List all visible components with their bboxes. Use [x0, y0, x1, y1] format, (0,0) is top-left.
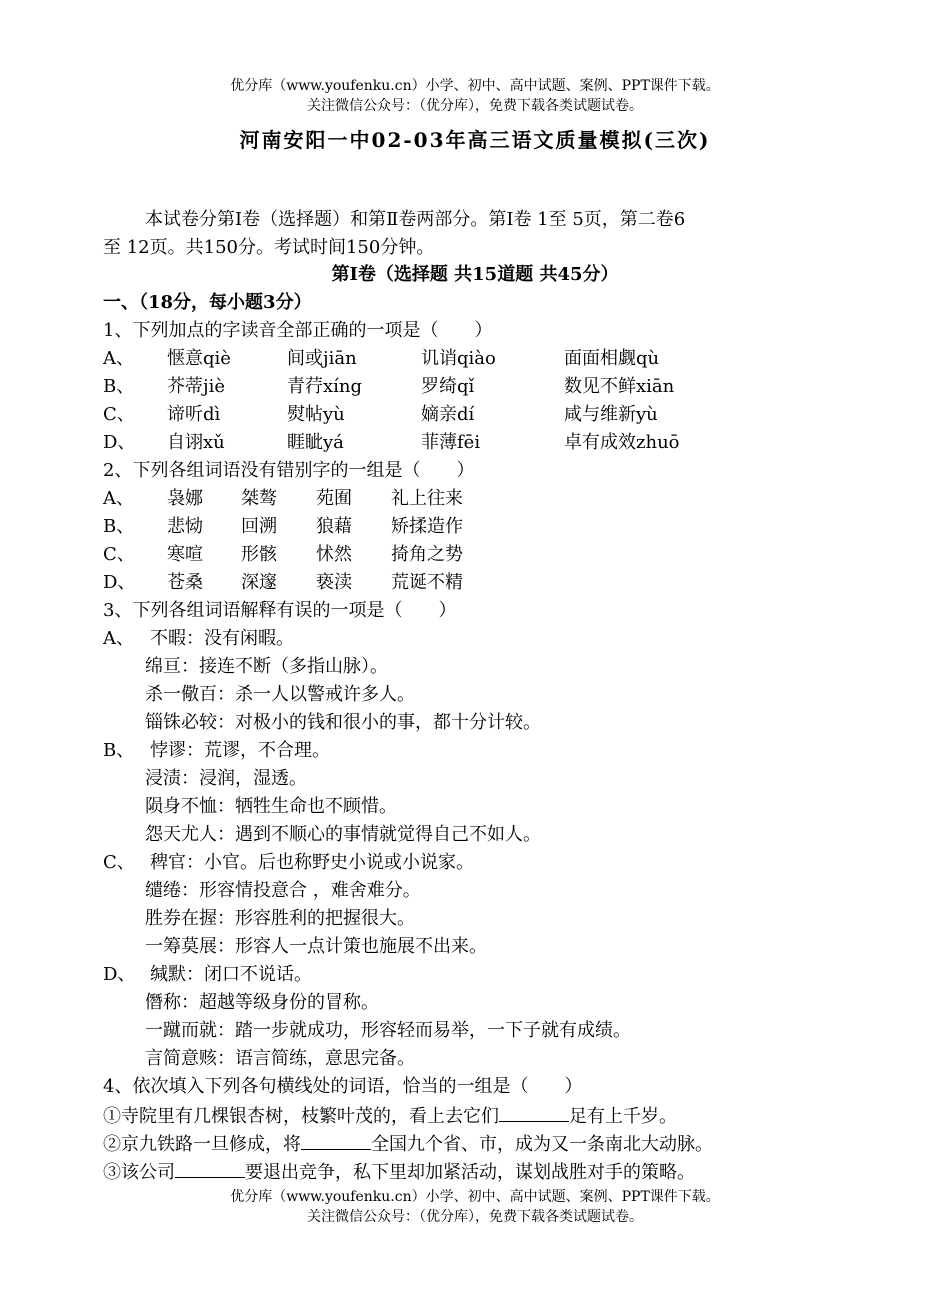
option-word: 深邃	[241, 572, 277, 593]
option-word: 狼藉	[316, 516, 352, 537]
q4-sentence-3	[103, 1159, 695, 1185]
option-label: A、	[103, 628, 134, 649]
option-word: 数见不鲜xiān	[564, 376, 675, 397]
option-word: 悲恸	[167, 516, 203, 537]
option-word: 亵渎	[316, 572, 352, 593]
sentence-text: ②京九铁路一旦修成，将	[103, 1134, 301, 1155]
option-word: 形骸	[241, 544, 277, 565]
definition-line: 不暇：没有闲暇。	[150, 628, 294, 649]
option-word: 间或jiān	[287, 348, 357, 369]
option-word: 袅娜	[167, 488, 203, 509]
definition-line: 一筹莫展：形容人一点计策也施展不出来。	[145, 936, 487, 957]
definition-line: 绵亘：接连不断（多指山脉）。	[145, 656, 388, 677]
part1-heading: 一、（18分，每小题3分）	[103, 292, 312, 313]
sentence-text: 全国九个省、市，成为又一条南北大动脉。	[371, 1134, 713, 1155]
definition-line: 浸渍：浸润，湿透。	[145, 768, 307, 789]
header-wechat-line: 关注微信公众号：（优分库），免费下载各类试题试卷。	[307, 98, 643, 114]
option-word: 桀骜	[241, 488, 277, 509]
intro-line-2: 至 12页。共150分。考试时间150分钟。	[103, 237, 435, 258]
fill-blank	[175, 1159, 245, 1178]
q4-sentence-1	[103, 1103, 677, 1129]
option-word: 荒诞不精	[391, 572, 463, 593]
option-word: 芥蒂jiè	[167, 376, 225, 397]
option-word: 睚眦yá	[287, 432, 344, 453]
option-word: 苑囿	[316, 488, 352, 509]
option-word: 青荇xíng	[287, 376, 363, 397]
option-label: C、	[103, 852, 135, 873]
definition-line: 杀一儆百：杀一人以警戒许多人。	[145, 684, 415, 705]
definition-line: 陨身不恤：牺牲生命也不顾惜。	[145, 796, 397, 817]
header-promo-line: 优分库（www.youfenku.cn）小学、初中、高中试题、案例、PPT课件下载。	[230, 78, 720, 94]
option-word: 咸与维新yù	[564, 404, 658, 425]
option-word: 罗绮qǐ	[421, 376, 475, 397]
page-title: 河南安阳一中02-03年高三语文质量模拟(三次)	[239, 128, 711, 152]
intro-line-1: 本试卷分第Ⅰ卷（选择题）和第Ⅱ卷两部分。第Ⅰ卷 1至 5页，第二卷6	[145, 209, 686, 230]
definition-line: 稗官：小官。后也称野史小说或小说家。	[150, 852, 474, 873]
option-word: 惬意qiè	[167, 348, 231, 369]
definition-line: 锱铢必较：对极小的钱和很小的事，都十分计较。	[145, 712, 541, 733]
option-label: D、	[103, 964, 136, 985]
definition-line: 缱绻：形容情投意合 ，难舍难分。	[145, 880, 421, 901]
option-word: 回溯	[241, 516, 277, 537]
definition-line: 怨天尤人：遇到不顺心的事情就觉得自己不如人。	[145, 824, 541, 845]
section-title	[0, 263, 950, 287]
option-word: 熨帖yù	[287, 404, 345, 425]
q1-stem: 1、下列加点的字读音全部正确的一项是（ ）	[103, 320, 493, 341]
option-word: 礼上往来	[391, 488, 463, 509]
option-word: 卓有成效zhuō	[564, 432, 680, 453]
option-word: 谛听dì	[167, 404, 221, 425]
definition-line: 言简意赅：语言简练，意思完备。	[145, 1048, 415, 1069]
option-word: 讥诮qiào	[421, 348, 496, 369]
sentence-text: 足有上千岁。	[569, 1106, 677, 1127]
option-word: 自诩xǔ	[167, 432, 225, 453]
option-word: 面面相觑qù	[564, 348, 660, 369]
footer-promo-line: 优分库（www.youfenku.cn）小学、初中、高中试题、案例、PPT课件下载。	[230, 1189, 720, 1205]
option-label: C、	[103, 544, 135, 565]
option-word: 寒喧	[167, 544, 203, 565]
sentence-text: ①寺院里有几棵银杏树，枝繁叶茂的，看上去它们	[103, 1106, 499, 1127]
footer-wechat-line: 关注微信公众号：（优分库），免费下载各类试题试卷。	[307, 1209, 643, 1225]
option-label: A、	[103, 348, 134, 369]
sentence-text: ③该公司	[103, 1162, 175, 1183]
option-label: A、	[103, 488, 134, 509]
option-label: B、	[103, 516, 135, 537]
option-label: D、	[103, 572, 136, 593]
q2-stem: 2、下列各组词语没有错别字的一组是（ ）	[103, 460, 475, 481]
option-word: 嫡亲dí	[421, 404, 475, 425]
fill-blank	[301, 1131, 371, 1150]
option-label: C、	[103, 404, 135, 425]
option-word: 矫揉造作	[391, 516, 463, 537]
sentence-text: 要退出竞争，私下里却加紧活动，谋划战胜对手的策略。	[245, 1162, 695, 1183]
definition-line: 僭称：超越等级身份的冒称。	[145, 992, 379, 1013]
option-word: 菲薄fēi	[421, 432, 481, 453]
definition-line: 悖谬：荒谬，不合理。	[150, 740, 330, 761]
definition-line: 一蹴而就：踏一步就成功，形容轻而易举，一下子就有成绩。	[145, 1020, 631, 1041]
q4-stem: 4、依次填入下列各句横线处的词语，恰当的一组是（ ）	[103, 1076, 583, 1097]
q4-sentence-2	[103, 1131, 713, 1157]
option-word: 掎角之势	[391, 544, 463, 565]
option-label: D、	[103, 432, 136, 453]
option-word: 怵然	[316, 544, 352, 565]
fill-blank	[499, 1103, 569, 1122]
option-word: 苍桑	[167, 572, 203, 593]
option-label: B、	[103, 376, 135, 397]
definition-line: 缄默：闭口不说话。	[150, 964, 312, 985]
option-label: B、	[103, 740, 135, 761]
definition-line: 胜券在握：形容胜利的把握很大。	[145, 908, 415, 929]
q3-stem: 3、下列各组词语解释有误的一项是（ ）	[103, 600, 457, 621]
section-title-text: 第Ⅰ卷（选择题 共15道题 共45分）	[331, 264, 619, 285]
